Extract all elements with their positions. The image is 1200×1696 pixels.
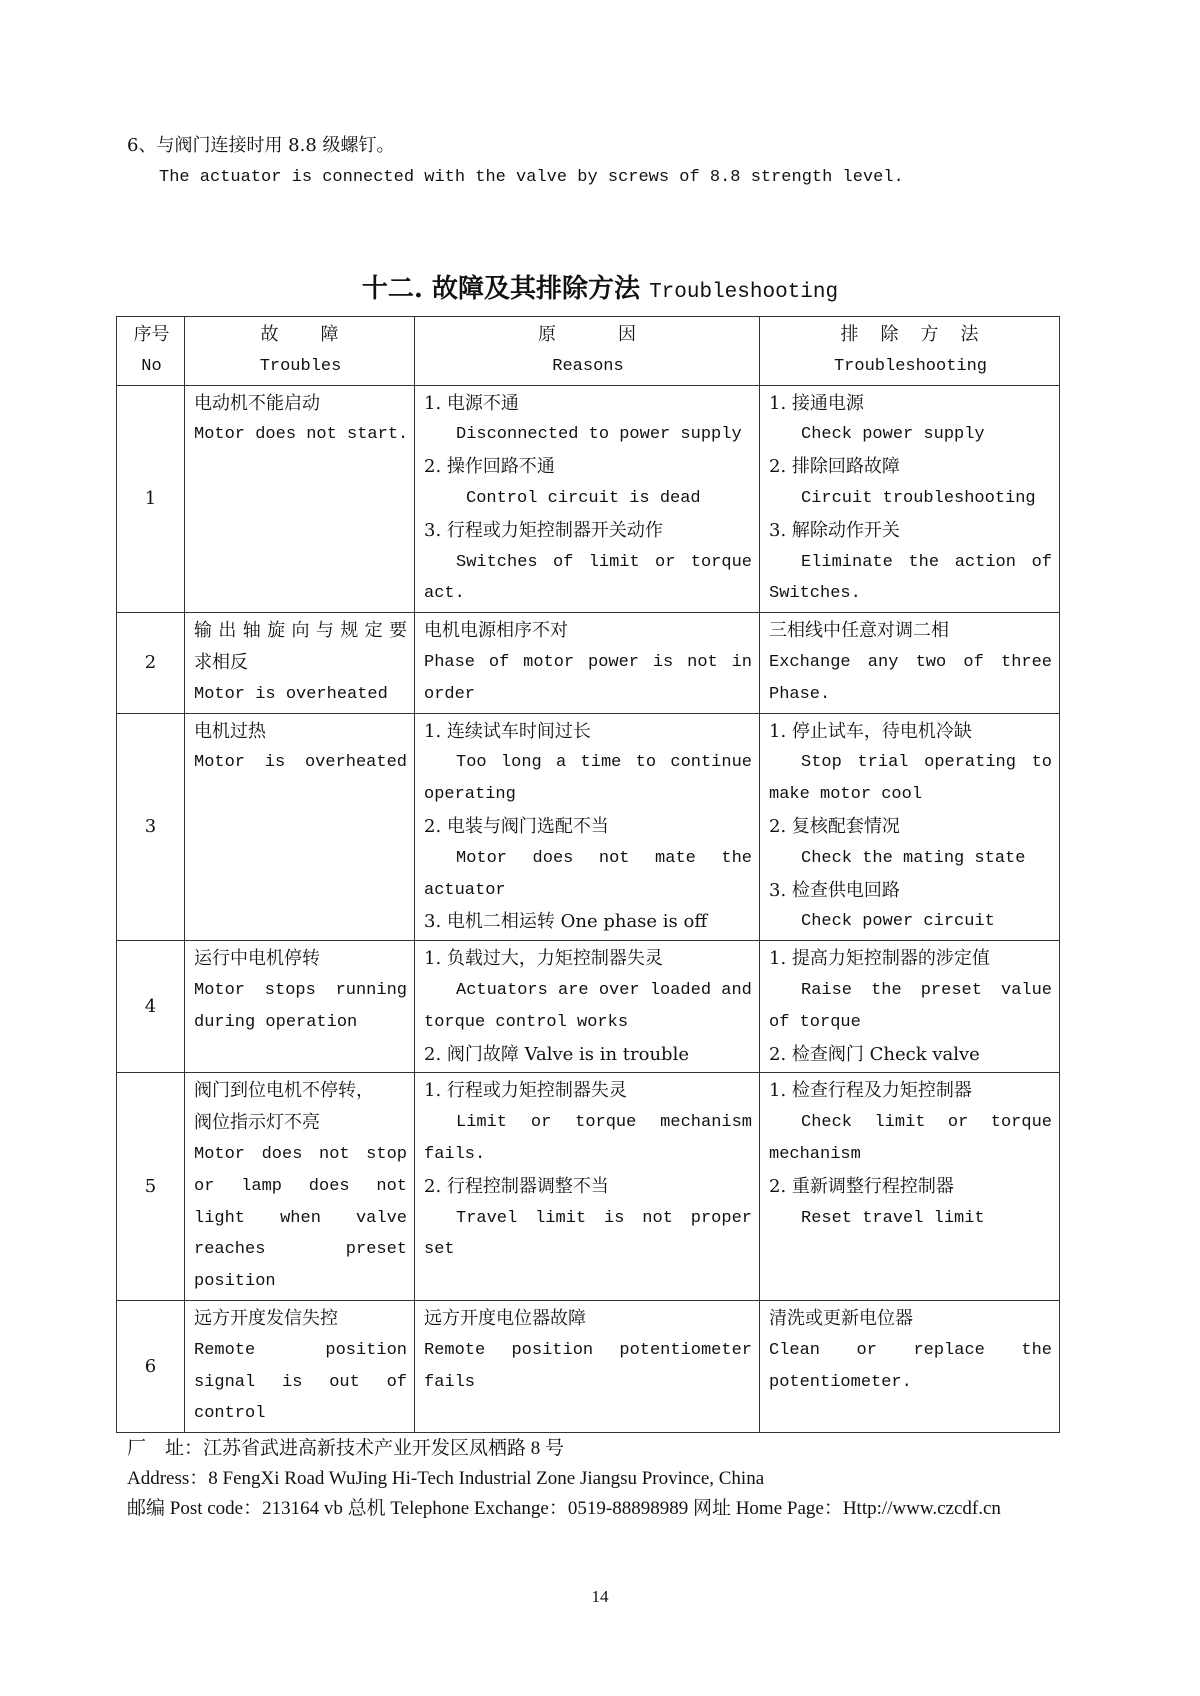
reason-text: 2. 阀门故障 Valve is in trouble [424,1043,689,1065]
trouble-text: Motor stops running [194,980,407,1000]
footer-address-en: Address：8 FengXi Road WuJing Hi-Tech Industrial Zone Jiangsu Province, China [127,1468,765,1489]
fix-text: Reset travel limit [801,1208,985,1228]
trouble-text: Remote position [194,1340,407,1360]
reason-text: Actuators are over loaded and [456,980,752,1000]
header-reasons-zh: 原 因 [538,324,638,345]
header-no-zh: 序号 [133,324,170,345]
reason-text: 3. 行程或力矩控制器开关动作 [424,519,663,541]
header-troubles-zh: 故 障 [260,324,341,345]
fix-text: 清洗或更新电位器 [769,1307,913,1329]
row-number: 4 [117,941,185,1073]
trouble-text: 运行中电机停转 [194,948,320,970]
reason-text: 2. 操作回路不通 [424,456,555,478]
fix-text: Check power circuit [801,912,995,932]
trouble-text: 输出轴旋向与规定要 [194,620,407,642]
row-number: 6 [117,1300,185,1432]
fix-text: Clean or replace the [769,1340,1052,1360]
reasons-cell [415,1300,760,1432]
fix-text: Check power supply [801,425,985,445]
header-no [117,317,185,386]
trouble-text: light when valve [194,1208,407,1228]
reason-text: operating [424,785,516,805]
fix-text: 2. 复核配套情况 [769,815,900,837]
reasons-cell [415,1073,760,1301]
fix-text: Check limit or torque [801,1113,1052,1133]
trouble-text: or lamp does not [194,1176,407,1196]
trouble-text: 求相反 [194,651,248,673]
fix-text: of torque [769,1012,861,1032]
trouble-text: 电动机不能启动 [194,392,320,414]
section-title-en: Troubleshooting [649,281,839,304]
reason-text: 3. 电机二相运转 One phase is off [424,911,708,933]
fix-text: 3. 检查供电回路 [769,879,900,901]
fix-text: 1. 接通电源 [769,392,864,414]
fix-text: 2. 重新调整行程控制器 [769,1175,954,1197]
trouble-text: 远方开度发信失控 [194,1307,338,1329]
table-row [117,613,1060,713]
reason-text: act. [424,584,465,604]
fix-text: 1. 检查行程及力矩控制器 [769,1080,972,1102]
fix-text: Switches. [769,584,861,604]
page-number: 14 [591,1587,609,1606]
table-row [117,1073,1060,1301]
reason-text: 电机电源相序不对 [424,620,568,642]
fix-cell [760,613,1060,713]
header-troubles [185,317,415,386]
fix-cell [760,941,1060,1073]
fix-text: Eliminate the action of [801,552,1052,572]
trouble-cell [185,1073,415,1301]
reason-text: 1. 负载过大，力矩控制器失灵 [424,948,663,970]
reason-text: 1. 行程或力矩控制器失灵 [424,1080,627,1102]
reason-text: torque control works [424,1012,629,1032]
intro-zh: 6、与阀门连接时用 8.8 级螺钉。 [127,135,395,156]
reason-text: fails. [424,1144,486,1164]
reason-text: Too long a time to continue [456,753,752,773]
fix-text: Phase. [769,684,831,704]
reason-text: Motor does not mate the [456,848,752,868]
troubleshooting-table [116,316,1060,1433]
trouble-text: 电机过热 [194,720,266,742]
row-number: 5 [117,1073,185,1301]
table-row [117,941,1060,1073]
reasons-cell [415,613,760,713]
trouble-text: Motor is overheated [194,753,407,773]
reason-text: 2. 行程控制器调整不当 [424,1175,609,1197]
trouble-cell [185,613,415,713]
trouble-cell [185,941,415,1073]
fix-text: Stop trial operating to [801,753,1052,773]
trouble-text: 阀位指示灯不亮 [194,1112,320,1134]
header-troubles-en: Troubles [259,356,342,376]
reason-text: actuator [424,880,506,900]
header-reasons-en: Reasons [552,356,624,376]
trouble-text: during operation [194,1012,358,1032]
trouble-cell [185,385,415,613]
fix-text: Raise the preset value [801,980,1052,1000]
trouble-cell [185,1300,415,1432]
fix-text: Circuit troubleshooting [801,488,1036,508]
reason-text: Phase of motor power is not in [424,652,752,672]
fix-text: mechanism [769,1144,861,1164]
reason-text: Limit or torque mechanism [456,1113,752,1133]
trouble-cell [185,713,415,941]
trouble-text: signal is out of [194,1372,407,1392]
trouble-text: position [194,1272,276,1292]
fix-text: Exchange any two of three [769,652,1052,672]
fix-cell [760,1073,1060,1301]
company-footer [127,1434,1001,1524]
reason-text: fails [424,1372,476,1392]
reason-text: Control circuit is dead [466,488,701,508]
row-number: 2 [117,613,185,713]
header-reasons [415,317,760,386]
fix-text: 三相线中任意对调二相 [769,620,949,642]
reasons-cell [415,385,760,613]
section-title [0,268,1200,305]
header-fix-en: Troubleshooting [833,356,988,376]
trouble-text: Motor does not stop [194,1144,407,1164]
reasons-cell [415,713,760,941]
header-no-en: No [141,356,162,376]
reason-text: 2. 电装与阀门选配不当 [424,815,609,837]
fix-text: 3. 解除动作开关 [769,519,900,541]
fix-text: make motor cool [769,785,923,805]
reason-text: Travel limit is not proper [456,1208,752,1228]
table-header-row [117,317,1060,386]
reason-text: Switches of limit or torque [456,552,752,572]
fix-text: 2. 检查阀门 Check valve [769,1043,980,1065]
table-row [117,1300,1060,1432]
row-number: 3 [117,713,185,941]
intro-note [127,130,904,194]
trouble-text: control [194,1404,266,1424]
reason-text: set [424,1240,455,1260]
fix-text: Check the mating state [801,848,1026,868]
trouble-text: Motor does not start. [194,425,409,445]
reason-text: order [424,684,476,704]
header-fix [760,317,1060,386]
section-title-zh: 十二. 故障及其排除方法 [361,274,640,304]
row-number: 1 [117,385,185,613]
trouble-text: reaches preset [194,1240,407,1260]
table-row [117,385,1060,613]
reason-text: 1. 连续试车时间过长 [424,720,591,742]
header-fix-zh: 排 除 方 法 [840,324,981,345]
intro-en: The actuator is connected with the valve by screws of 8.8 strength level. [159,168,904,187]
footer-address-zh: 厂 址：江苏省武进高新技术产业开发区凤栖路 8 号 [127,1438,565,1459]
reason-text: Disconnected to power supply [456,425,742,445]
fix-text: 2. 排除回路故障 [769,456,900,478]
fix-cell [760,713,1060,941]
fix-text: 1. 停止试车，待电机冷缺 [769,720,972,742]
reason-text: Remote position potentiometer [424,1340,752,1360]
table-row [117,713,1060,941]
trouble-text: 阀门到位电机不停转， [194,1080,374,1102]
fix-cell [760,1300,1060,1432]
footer-contact: 邮编 Post code：213164 vb 总机 Telephone Exchange：0519-88898989 网址 Home Page：Http://www.czcdf.cn [127,1498,1001,1519]
fix-text: 1. 提高力矩控制器的涉定值 [769,948,990,970]
fix-cell [760,385,1060,613]
reasons-cell [415,941,760,1073]
fix-text: potentiometer. [769,1372,912,1392]
trouble-text: Motor is overheated [194,684,388,704]
reason-text: 1. 电源不通 [424,392,519,414]
reason-text: 远方开度电位器故障 [424,1307,586,1329]
